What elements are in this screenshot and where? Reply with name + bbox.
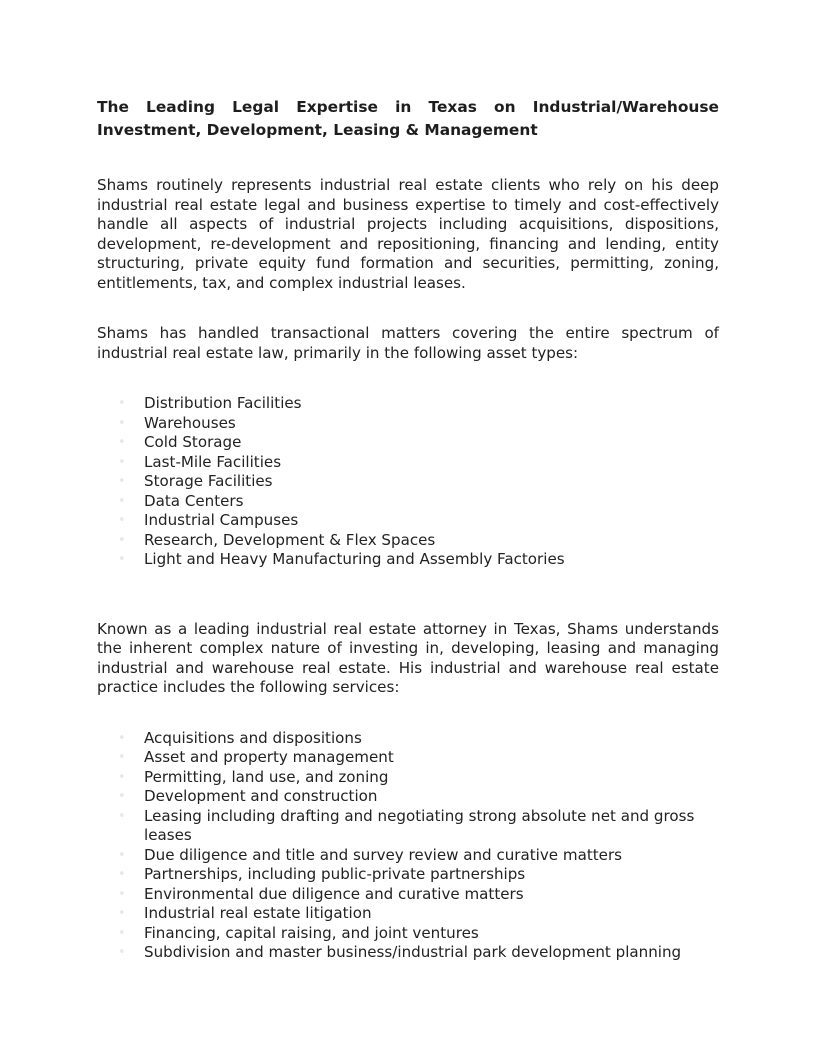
list-item-label: Distribution Facilities	[144, 394, 302, 412]
list-item-label: Leasing including drafting and negotiating strong absolute net and gross leases	[144, 806, 695, 844]
list-item	[118, 394, 724, 414]
page-title: The Leading Legal Expertise in Texas on Industrial/Warehouse Investment, Development, Leasing & Management	[97, 98, 719, 139]
list-item	[118, 845, 724, 866]
bullet-icon: •	[118, 886, 126, 902]
bullet-icon: •	[118, 789, 126, 804]
list-item-label: Warehouses	[144, 413, 236, 432]
bullet-icon: •	[118, 474, 126, 489]
services-intro-paragraph: Known as a leading industrial real estate attorney in Texas, Shams understands the inherent complex nature of investing in, developing, leasing and managing industrial and warehouse real estate. His industrial and warehouse real estate practice includes the following services:	[97, 619, 719, 696]
list-item	[118, 943, 724, 963]
list-item-label: Storage Facilities	[144, 472, 273, 490]
list-item	[118, 787, 724, 807]
list-item-label: Industrial Campuses	[144, 511, 299, 529]
bullet-icon: •	[118, 945, 126, 960]
bullet-icon: •	[118, 925, 126, 941]
bullet-icon: •	[118, 454, 126, 470]
list-item-label: Environmental due diligence and curative matters	[144, 884, 524, 903]
bullet-icon: •	[118, 750, 126, 765]
bullet-icon: •	[118, 435, 126, 450]
list-item	[118, 550, 724, 570]
list-item	[118, 865, 724, 885]
list-item	[118, 530, 724, 551]
list-item	[118, 767, 724, 788]
bullet-icon: •	[118, 808, 126, 824]
bullet-icon: •	[118, 513, 126, 528]
list-item-label: Partnerships, including public-private partnerships	[144, 865, 526, 883]
asset-types-list	[97, 394, 719, 570]
list-item	[118, 433, 724, 453]
list-item-label: Due diligence and title and survey review and curative matters	[144, 845, 623, 864]
list-item-label: Data Centers	[144, 491, 244, 510]
list-item-label: Industrial real estate litigation	[144, 904, 372, 922]
list-item	[118, 452, 724, 473]
list-item	[118, 511, 724, 531]
bullet-icon: •	[118, 847, 126, 863]
list-item-label: Financing, capital raising, and joint ventures	[144, 923, 479, 942]
bullet-icon: •	[118, 906, 126, 921]
bullet-icon: •	[118, 769, 126, 785]
list-item-label: Acquisitions and dispositions	[144, 728, 362, 747]
list-item-label: Development and construction	[144, 787, 378, 805]
services-list	[97, 729, 719, 963]
asset-types-intro-paragraph: Shams has handled transactional matters covering the entire spectrum of industrial real estate law, primarily in the following asset types:	[97, 324, 719, 362]
intro-paragraph: Shams routinely represents industrial real estate clients who rely on his deep industrial real estate legal and business expertise to timely and cost-effectively handle all aspects of industrial projects including acquisitions, dispositions, development, re-development and repositioning, financing and lending, entity structuring, private equity fund formation and securities, permitting, zoning, entitlements, tax, and complex industrial leases.	[97, 176, 719, 292]
bullet-icon: •	[118, 730, 126, 746]
list-item	[118, 923, 724, 944]
list-item-label: Research, Development & Flex Spaces	[144, 530, 436, 549]
document-page	[97, 96, 719, 963]
list-item	[118, 491, 724, 512]
list-item	[118, 904, 724, 924]
bullet-icon: •	[118, 532, 126, 548]
bullet-icon: •	[118, 552, 126, 567]
bullet-icon: •	[118, 396, 126, 411]
list-item-label: Asset and property management	[144, 748, 394, 766]
list-item	[118, 413, 724, 434]
list-item-label: Last-Mile Facilities	[144, 452, 282, 471]
bullet-icon: •	[118, 415, 126, 431]
bullet-icon: •	[118, 493, 126, 509]
list-item-label: Cold Storage	[144, 433, 242, 451]
list-item-label: Light and Heavy Manufacturing and Assembly Factories	[144, 550, 565, 568]
list-item	[118, 728, 724, 749]
list-item	[118, 472, 724, 492]
bullet-icon: •	[118, 867, 126, 882]
list-item	[118, 748, 724, 768]
list-item-label: Subdivision and master business/industrial park development planning	[144, 943, 682, 961]
list-item	[118, 884, 724, 905]
list-item	[118, 806, 724, 846]
list-item-label: Permitting, land use, and zoning	[144, 767, 389, 786]
